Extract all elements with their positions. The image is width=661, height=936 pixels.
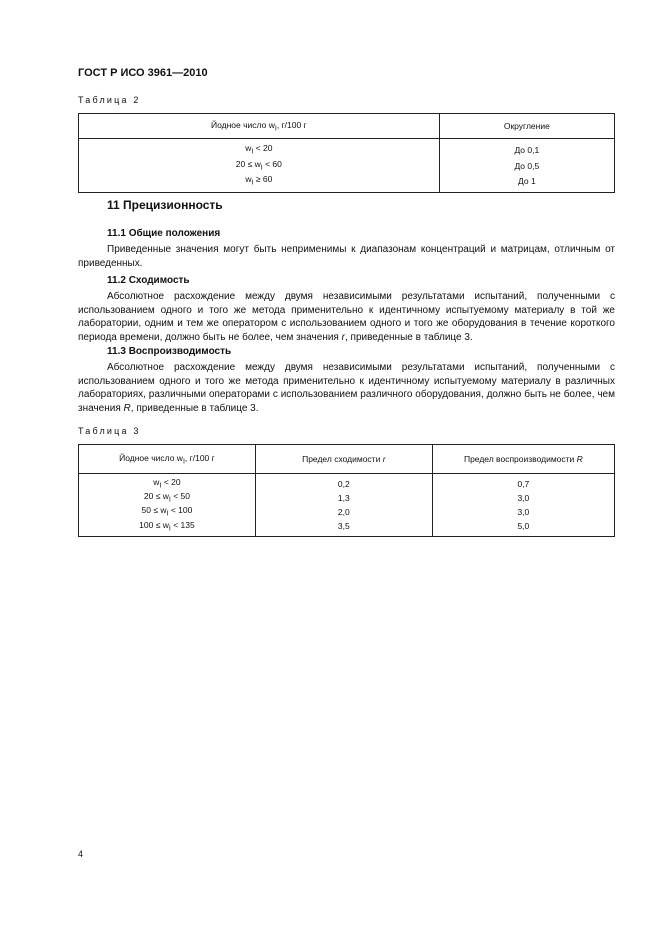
table-row [79,474,615,492]
table-cell: 5,0 [432,520,614,537]
table-cell: $50 \le w_I < 100$ [79,505,256,519]
table-cell: 0,2 [255,474,432,492]
table-2-header-iodine: Йодное число $w_I$, г/100 г [79,114,440,139]
table-row [79,520,615,537]
table-2 [78,113,615,193]
table-cell: До 0,1 [439,139,614,158]
table-cell: 3,5 [255,520,432,537]
subsection-11-3-title: 11.3 Воспроизводимость [107,346,232,357]
table-cell: 3,0 [432,505,614,519]
document-header: ГОСТ Р ИСО 3961—2010 [78,67,208,79]
table-cell: До 0,5 [439,158,614,174]
table-cell: $w_I < 20$ [79,474,256,492]
table-cell: $20 \le w_I < 60$ [79,158,440,174]
page-number: 4 [78,849,84,859]
table-row [79,491,615,505]
table-cell: $100 \le w_I < 135$ [79,520,256,537]
subsection-11-2-text: Абсолютное расхождение между двумя независимыми результатами испытаний, полученными с использованием одного и того же метода применительно к идентичному испытуемому материалу в той же лаборатории, одним и тем же оператором с использованием одного и того же оборудования в течение короткого периода времени, должно быть не более, чем значения r, приведенные в таблице 3. [78,291,615,343]
table-cell: 3,0 [432,491,614,505]
table-cell: $20 \le w_I < 50$ [79,491,256,505]
section-11-title: 11 Прецизионность [107,198,223,212]
table-2-caption: Таблица 2 [78,95,141,105]
table-3-header-repeatability: Предел сходимости r [255,445,432,474]
subsection-11-1-text: Приведенные значения могут быть неприменимы к диапазонам концентраций и матрицам, отличным от приведенных. [78,244,615,269]
table-3 [78,444,615,537]
table-row [79,173,615,192]
table-cell: $w_I \ge 60$ [79,173,440,192]
table-row [79,158,615,174]
subsection-11-1-title: 11.1 Общие положения [107,228,221,239]
table-cell: 0,7 [432,474,614,492]
table-2-header-rounding: Округление [439,114,614,139]
subsection-11-2-title: 11.2 Сходимость [107,275,190,286]
table-row [79,505,615,519]
table-cell: 1,3 [255,491,432,505]
table-3-header-iodine: Йодное число $w_I$, г/100 г [79,445,256,474]
table-3-caption: Таблица 3 [78,426,141,436]
table-cell: 2,0 [255,505,432,519]
table-row [79,139,615,158]
table-cell: $w_I < 20$ [79,139,440,158]
table-cell: До 1 [439,173,614,192]
table-3-header-reproducibility: Предел воспроизводимости R [432,445,614,474]
subsection-11-3-text: Абсолютное расхождение между двумя независимыми результатами испытаний, полученными с использованием одного и того же метода применительно к идентичному испытуемому материалу в различных лабораториях, различными операторами с использованием различного оборудования, должно быть не более, чем значения R, приведенные в таблице 3. [78,362,615,414]
